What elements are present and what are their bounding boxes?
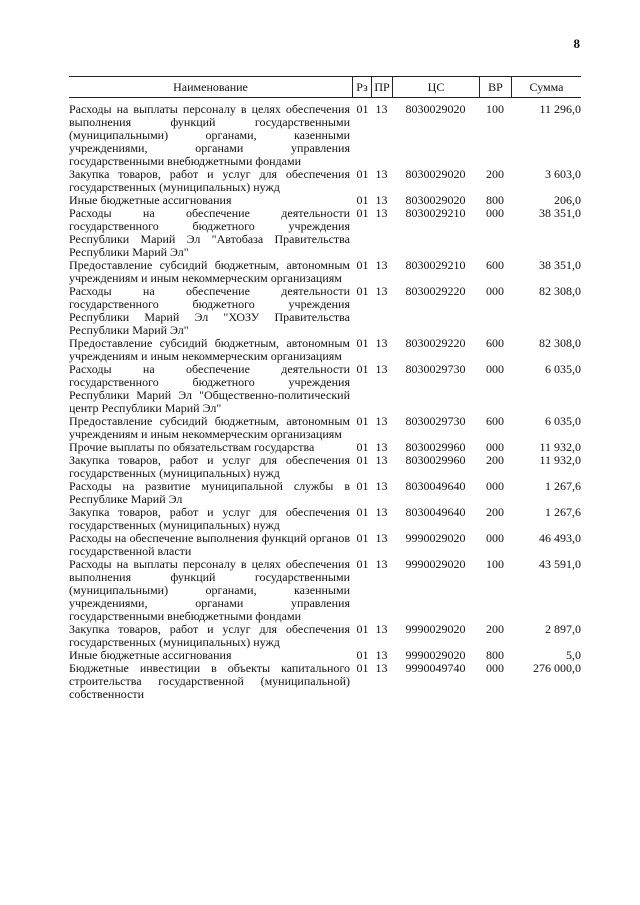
row-cs: 9990029020	[405, 648, 466, 662]
row-sum: 43 591,0	[539, 557, 581, 571]
row-vr: 200	[486, 167, 504, 181]
row-cs: 8030049640	[405, 505, 466, 519]
row-vr: 000	[486, 284, 504, 298]
row-name: Закупка товаров, работ и услуг для обеспечения государственных (муниципальных) нужд	[69, 453, 350, 480]
row-cs: 8030029210	[405, 206, 466, 220]
row-pr: 13	[375, 557, 388, 571]
row-pr: 13	[375, 362, 388, 376]
row-pr: 13	[375, 206, 388, 220]
row-name: Расходы на обеспечение деятельности государственного бюджетного учреждения Республики Марий Эл "Общественно-политический центр Республики Марий Эл"	[69, 362, 350, 415]
row-pr: 13	[375, 531, 388, 545]
row-vr: 000	[486, 531, 504, 545]
row-rz: 01	[356, 505, 369, 519]
table-row	[69, 558, 581, 623]
row-sum: 11 932,0	[539, 440, 581, 454]
row-pr: 13	[375, 414, 388, 428]
row-sum: 6 035,0	[545, 414, 581, 428]
row-pr: 13	[375, 505, 388, 519]
row-rz: 01	[356, 661, 369, 675]
row-vr: 000	[486, 440, 504, 454]
table-row	[69, 415, 581, 441]
row-name: Предоставление субсидий бюджетным, автономным учреждениям и иным некоммерческим организациям	[69, 336, 350, 363]
row-rz: 01	[356, 440, 369, 454]
row-sum: 6 035,0	[545, 362, 581, 376]
row-cs: 8030029020	[405, 102, 466, 116]
header-name: Наименование	[173, 80, 248, 94]
row-vr: 100	[486, 557, 504, 571]
row-cs: 8030029220	[405, 284, 466, 298]
header-vr: ВР	[479, 77, 511, 97]
row-name: Закупка товаров, работ и услуг для обеспечения государственных (муниципальных) нужд	[69, 622, 350, 649]
row-cs: 8030029020	[405, 167, 466, 181]
row-sum: 2 897,0	[545, 622, 581, 636]
row-name: Предоставление субсидий бюджетным, автономным учреждениям и иным некоммерческим организациям	[69, 258, 350, 285]
table-row	[69, 207, 581, 259]
row-pr: 13	[375, 258, 388, 272]
row-cs: 9990049740	[405, 661, 466, 675]
row-name: Предоставление субсидий бюджетным, автономным учреждениям и иным некоммерческим организациям	[69, 414, 350, 441]
row-vr: 200	[486, 505, 504, 519]
row-name: Расходы на выплаты персоналу в целях обеспечения выполнения функций государственными (муниципальными) органами, казенными учреждениями, органами управления государственными внебюджетными фондами	[69, 557, 350, 623]
row-cs: 8030029960	[405, 440, 466, 454]
row-pr: 13	[375, 648, 388, 662]
header-pr: ПР	[371, 77, 392, 97]
row-cs: 8030029730	[405, 362, 466, 376]
row-pr: 13	[375, 284, 388, 298]
row-name: Расходы на обеспечение деятельности государственного бюджетного учреждения Республики Марий Эл "ХОЗУ Правительства Республики Марий Эл"	[69, 284, 350, 337]
row-vr: 000	[486, 206, 504, 220]
header-cs: ЦС	[392, 77, 479, 97]
row-pr: 13	[375, 453, 388, 467]
table-row	[69, 103, 581, 168]
row-pr: 13	[375, 167, 388, 181]
table-row	[69, 363, 581, 415]
row-pr: 13	[375, 440, 388, 454]
table-row	[69, 662, 581, 701]
table-row	[69, 623, 581, 649]
row-rz: 01	[356, 362, 369, 376]
row-vr: 600	[486, 336, 504, 350]
row-rz: 01	[356, 557, 369, 571]
page-number: 8	[573, 36, 580, 51]
row-pr: 13	[375, 102, 388, 116]
row-sum: 11 932,0	[539, 453, 581, 467]
row-name: Иные бюджетные ассигнования	[69, 193, 232, 207]
row-sum: 46 493,0	[539, 531, 581, 545]
row-sum: 5,0	[566, 648, 581, 662]
table-row	[69, 259, 581, 285]
table-header	[69, 76, 581, 98]
row-name: Бюджетные инвестиции в объекты капитального строительства государственной (муниципальной) собственности	[69, 661, 350, 701]
row-vr: 100	[486, 102, 504, 116]
row-cs: 8030029220	[405, 336, 466, 350]
row-vr: 800	[486, 193, 504, 207]
row-sum: 82 308,0	[539, 284, 581, 298]
row-vr: 200	[486, 622, 504, 636]
row-name: Расходы на обеспечение деятельности государственного бюджетного учреждения Республики Марий Эл "Автобаза Правительства Республики Марий Эл"	[69, 206, 350, 259]
row-rz: 01	[356, 336, 369, 350]
row-name: Прочие выплаты по обязательствам государства	[69, 440, 315, 454]
row-cs: 8030049640	[405, 479, 466, 493]
row-vr: 000	[486, 362, 504, 376]
row-rz: 01	[356, 206, 369, 220]
row-pr: 13	[375, 622, 388, 636]
row-cs: 9990029020	[405, 622, 466, 636]
row-rz: 01	[356, 648, 369, 662]
row-cs: 9990029020	[405, 557, 466, 571]
row-name: Закупка товаров, работ и услуг для обеспечения государственных (муниципальных) нужд	[69, 167, 350, 194]
row-sum: 11 296,0	[539, 102, 581, 116]
row-rz: 01	[356, 284, 369, 298]
row-pr: 13	[375, 661, 388, 675]
row-sum: 1 267,6	[545, 505, 581, 519]
table-row	[69, 480, 581, 506]
row-sum: 276 000,0	[533, 661, 581, 675]
table-row	[69, 285, 581, 337]
row-pr: 13	[375, 479, 388, 493]
row-rz: 01	[356, 167, 369, 181]
table-row	[69, 532, 581, 558]
header-rz: Рз	[352, 77, 371, 97]
table-row	[69, 168, 581, 194]
row-vr: 000	[486, 479, 504, 493]
row-rz: 01	[356, 414, 369, 428]
row-rz: 01	[356, 479, 369, 493]
row-rz: 01	[356, 622, 369, 636]
row-name: Расходы на развитие муниципальной службы в Республике Марий Эл	[69, 479, 350, 506]
header-sum: Сумма	[511, 77, 581, 97]
row-name: Закупка товаров, работ и услуг для обеспечения государственных (муниципальных) нужд	[69, 505, 350, 532]
row-vr: 600	[486, 258, 504, 272]
row-cs: 9990029020	[405, 531, 466, 545]
row-sum: 38 351,0	[539, 258, 581, 272]
row-rz: 01	[356, 531, 369, 545]
row-pr: 13	[375, 336, 388, 350]
row-rz: 01	[356, 453, 369, 467]
row-rz: 01	[356, 258, 369, 272]
row-vr: 600	[486, 414, 504, 428]
row-vr: 200	[486, 453, 504, 467]
row-cs: 8030029020	[405, 193, 466, 207]
row-name: Иные бюджетные ассигнования	[69, 648, 232, 662]
row-sum: 3 603,0	[545, 167, 581, 181]
row-sum: 206,0	[554, 193, 581, 207]
row-sum: 1 267,6	[545, 479, 581, 493]
row-rz: 01	[356, 193, 369, 207]
table-body	[69, 98, 581, 701]
table-row	[69, 454, 581, 480]
row-sum: 82 308,0	[539, 336, 581, 350]
row-cs: 8030029960	[405, 453, 466, 467]
row-name: Расходы на выплаты персоналу в целях обеспечения выполнения функций государственными (муниципальными) органами, казенными учреждениями, органами управления государственными внебюджетными фондами	[69, 102, 350, 168]
budget-table	[69, 76, 581, 701]
row-cs: 8030029730	[405, 414, 466, 428]
row-sum: 38 351,0	[539, 206, 581, 220]
row-cs: 8030029210	[405, 258, 466, 272]
row-vr: 000	[486, 661, 504, 675]
row-vr: 800	[486, 648, 504, 662]
row-pr: 13	[375, 193, 388, 207]
table-row	[69, 337, 581, 363]
row-rz: 01	[356, 102, 369, 116]
table-row	[69, 506, 581, 532]
row-name: Расходы на обеспечение выполнения функций органов государственной власти	[69, 531, 350, 558]
